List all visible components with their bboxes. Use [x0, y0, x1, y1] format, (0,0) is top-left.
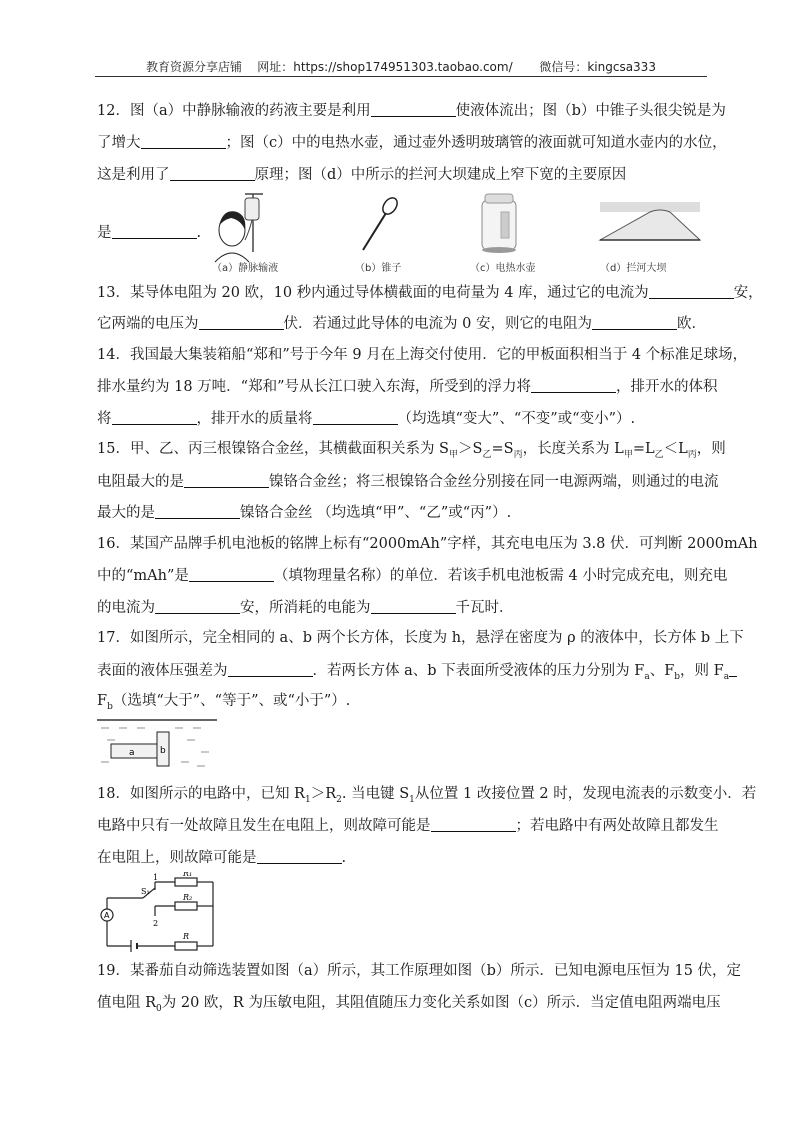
subscript: 丙	[513, 449, 523, 460]
q12-text: 是	[97, 225, 112, 241]
header-rule	[95, 76, 707, 77]
q15-line-2	[97, 473, 719, 491]
q14-line-1: 14．我国最大集装箱船“郑和”号于今年 9 月在上海交付使用．它的甲板面积相当于 4 个标准足球场，	[97, 347, 748, 363]
q18-line-3	[97, 849, 707, 867]
answer-blank[interactable]	[112, 410, 197, 425]
answer-blank[interactable]	[155, 504, 240, 519]
answer-blank[interactable]	[170, 166, 255, 181]
q17-text: （选填“大于”、“等于”、或“小于”）.	[112, 693, 351, 709]
q16-text: 中的“mAh”是	[97, 568, 189, 584]
q13-line-1	[97, 284, 763, 302]
answer-blank[interactable]	[155, 599, 240, 614]
q14-text: ，排开水的质量将	[196, 411, 313, 427]
q13-text: 安，	[733, 285, 763, 301]
q17-text: ．若两长方体 a、b 下表面所受液体的压力分别为 F	[312, 663, 645, 679]
answer-blank[interactable]	[371, 599, 456, 614]
answer-blank[interactable]	[228, 662, 313, 677]
answer-blank[interactable]	[431, 817, 516, 832]
q13-text: 欧．	[676, 316, 706, 332]
q14-text: （均选填“变大”、“不变”或“变小”）.	[397, 411, 636, 427]
q14-text: ，排开水的体积	[616, 379, 718, 395]
q12-text: 12．图（a）中静脉输液的药液主要是利用	[97, 103, 371, 119]
answer-blank[interactable]	[313, 410, 398, 425]
position-1-label: 1	[153, 873, 159, 882]
answer-blank[interactable]	[592, 315, 677, 330]
q16-line-2	[97, 567, 728, 585]
subscript: 乙	[654, 449, 664, 460]
q18-line-2	[97, 817, 719, 835]
q12-line-2	[97, 134, 727, 152]
q15-line-1	[97, 441, 726, 464]
r1-label: R₁	[183, 872, 193, 878]
subscript: a	[644, 671, 650, 682]
q18-text: 从位置 1 改接位置 2 时，发现电流表的示数变小．若	[414, 786, 757, 802]
answer-blank[interactable]	[257, 849, 342, 864]
subscript: b	[107, 701, 113, 712]
label-a: a	[129, 748, 135, 758]
iv-drip-illustration	[215, 194, 263, 262]
q16-text: 千瓦时．	[455, 600, 514, 616]
q12-text: ；图（c）中的电热水壶，通过壶外透明玻璃管的液面就可知道水壶内的水位，	[225, 135, 727, 151]
q15-text: ＞S	[458, 441, 483, 457]
q17-line-2	[97, 662, 730, 686]
subscript: 乙	[482, 449, 492, 460]
q12-text: 了增大	[97, 135, 141, 151]
subscript: b	[674, 671, 681, 682]
caption-c: （c）电热水壶	[470, 263, 536, 274]
subscript: 0	[156, 1003, 162, 1014]
q16-text: 的电流为	[97, 600, 155, 616]
q13-line-2	[97, 315, 707, 333]
answer-blank[interactable]	[141, 134, 226, 149]
q15-text: =S	[491, 441, 514, 457]
q19-line-1: 19．某番茄自动筛选装置如图（a）所示，其工作原理如图（b）所示．已知电源电压恒为 15 伏，定	[97, 963, 742, 979]
q18-circuit-diagram	[95, 872, 225, 952]
subscript: 甲	[449, 449, 459, 460]
switch-label: S₁	[141, 887, 150, 896]
q16-text: 安，所消耗的电能为	[240, 600, 371, 616]
q17-text: 、F	[649, 663, 675, 679]
q17-liquid-figure	[97, 716, 217, 772]
q12-text: 原理；图（d）中所示的拦河大坝建成上窄下宽的主要原因	[254, 167, 627, 183]
dam-illustration	[600, 202, 700, 240]
answer-blank[interactable]	[112, 224, 197, 239]
answer-blank[interactable]	[729, 662, 737, 677]
r-label: R	[183, 932, 190, 941]
answer-blank[interactable]	[649, 284, 734, 299]
q13-text: 13．某导体电阻为 20 欧，10 秒内通过导体横截面的电荷量为 4 库，通过它的电流为	[97, 285, 649, 301]
subscript: 丙	[687, 449, 697, 460]
q16-text: （填物理量名称）的单位．若该手机电池板需 4 小时完成充电，则充电	[273, 568, 728, 584]
q14-line-3	[97, 410, 707, 428]
block-a	[111, 744, 159, 758]
r2-label: R₂	[183, 893, 193, 902]
q12-line-3	[97, 166, 707, 184]
q16-line-1: 16．某国产品牌手机电池板的铭牌上标有“2000mAh”字样，其充电电压为 3.8 伏．可判断 2000mAh	[97, 536, 758, 552]
position-2-label: 2	[153, 919, 159, 928]
q18-text: . 当电键 S	[341, 786, 410, 802]
subscript: a	[723, 671, 730, 682]
q16-line-3	[97, 599, 707, 617]
q12-text: 使液体流出；图（b）中锥子头很尖锐是为	[455, 103, 726, 119]
caption-a: （a）静脉输液	[212, 263, 279, 274]
q19-text: 为 20 欧，R 为压敏电阻，其阻值随压力变化关系如图（c）所示．当定值电阻两端电压	[161, 995, 721, 1011]
page-header: 教育资源分享店铺 网址：https://shop174951303.taobao.com/ 微信号：kingcsa333	[146, 60, 656, 74]
subscript: 1	[304, 794, 311, 805]
caption-d: （d）拦河大坝	[600, 263, 667, 274]
q18-text: ；若电路中有两处故障且都发生	[515, 818, 719, 834]
q15-line-3	[97, 504, 707, 522]
q18-text: 在电阻上，则故障可能是	[97, 850, 257, 866]
q15-text: ＜L	[663, 441, 688, 457]
caption-b: （b）锥子	[355, 263, 402, 274]
q12-text: 这是利用了	[97, 167, 170, 183]
q17-line-3	[97, 693, 707, 716]
subscript: 1	[409, 794, 415, 805]
q17-line-1: 17．如图所示，完全相同的 a、b 两个长方体，长度为 h，悬浮在密度为 ρ 的液体中，长方体 b 上下	[97, 630, 744, 646]
q18-text: 18．如图所示的电路中，已知 R	[97, 786, 305, 802]
q18-line-1	[97, 786, 757, 809]
q14-line-2	[97, 378, 718, 396]
label-b: b	[160, 746, 166, 756]
subscript: 2	[336, 794, 342, 805]
q18-text: 电路中只有一处故障且发生在电阻上，则故障可能是	[97, 818, 431, 834]
q19-line-2	[97, 995, 721, 1018]
q17-text: F	[97, 693, 108, 709]
answer-blank[interactable]	[199, 315, 284, 330]
q15-text: 镍铬合金丝；将三根镍铬合金丝分别接在同一电源两端，则通过的电流	[269, 474, 719, 490]
q15-text: ，长度关系为 L	[522, 441, 624, 457]
q13-text: 伏．若通过此导体的电流为 0 安，则它的电阻为	[283, 316, 592, 332]
q15-text: =L	[632, 441, 655, 457]
awl-illustration	[363, 195, 400, 250]
q14-text: 排水量约为 18 万吨．“郑和”号从长江口驶入东海，所受到的浮力将	[97, 379, 531, 395]
answer-blank[interactable]	[189, 567, 274, 582]
q19-text: 值电阻 R	[97, 995, 157, 1011]
q12-text: .	[196, 225, 202, 241]
answer-blank[interactable]	[531, 378, 616, 393]
q15-text: 最大的是	[97, 505, 155, 521]
q15-text: 镍铬合金丝 （均选填“甲”、“乙”或“丙”）.	[240, 505, 512, 521]
q18-text: .	[341, 850, 347, 866]
q13-text: 它两端的电压为	[97, 316, 199, 332]
q12-line-1	[97, 102, 726, 120]
q18-text: ＞R	[310, 786, 337, 802]
q15-text: 电阻最大的是	[97, 474, 184, 490]
ammeter-label: A	[104, 911, 110, 920]
answer-blank[interactable]	[184, 473, 269, 488]
q17-text: 表面的液体压强差为	[97, 663, 228, 679]
subscript: 甲	[623, 449, 633, 460]
q17-text: ，则 F	[680, 663, 724, 679]
q15-text: ，则	[696, 441, 726, 457]
electric-kettle-illustration	[482, 194, 516, 253]
q15-text: 15．甲、乙、丙三根镍铬合金丝，其横截面积关系为 S	[97, 441, 449, 457]
q14-text: 将	[97, 411, 112, 427]
answer-blank[interactable]	[371, 102, 456, 117]
